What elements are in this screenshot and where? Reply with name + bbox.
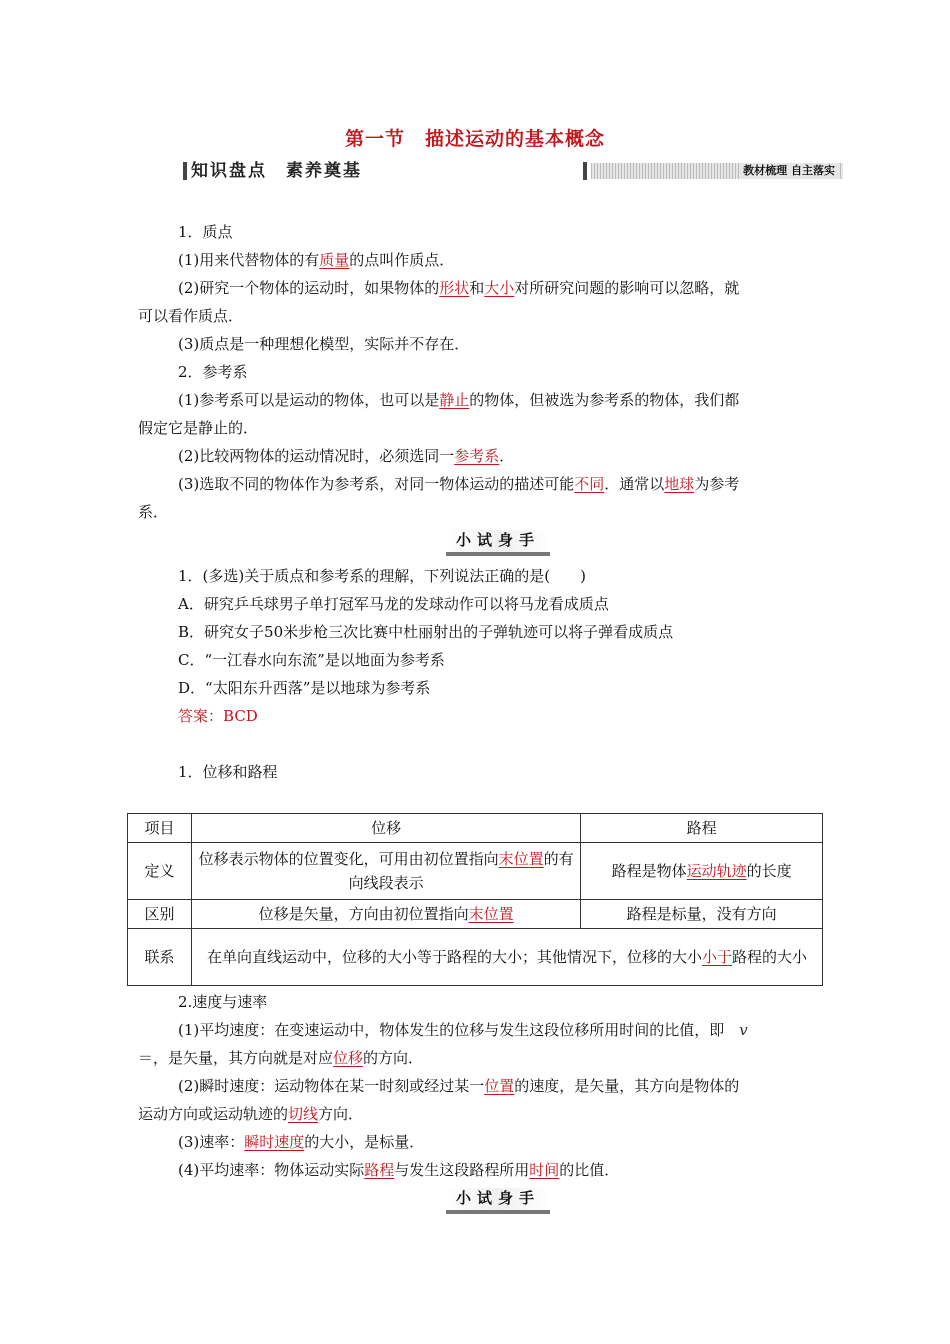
table-row — [128, 843, 823, 900]
section-heading-displacement: 1．位移和路程 — [178, 763, 278, 781]
paragraph-continuation: 可以看作质点． — [138, 307, 244, 325]
question-stem: 1．(多选)关于质点和参考系的理解，下列说法正确的是( ) — [178, 567, 586, 585]
paragraph: (1)参考系可以是运动的物体，也可以是静止的物体，但被选为参考系的物体，我们都 — [178, 391, 740, 409]
paragraph: (1)用来代替物体的有质量的点叫作质点． — [178, 251, 455, 269]
answer-line — [138, 702, 858, 730]
paragraph: (2)研究一个物体的运动时，如果物体的形状和大小对所研究问题的影响可以忽略，就 — [178, 279, 740, 297]
paragraph-continuation: 系． — [138, 503, 169, 521]
answer-blank: 质量 — [319, 251, 350, 269]
answer-value: BCD — [223, 707, 258, 725]
option-d: D．“太阳东升西落”是以地球为参考系 — [178, 679, 431, 697]
comparison-table — [127, 813, 823, 986]
answer-label: 答案： — [178, 707, 224, 725]
paragraph: (3)选取不同的物体作为参考系，对同一物体运动的描述可能不同．通常以地球为参考 — [178, 475, 740, 493]
answer-blank: 末位置 — [468, 905, 514, 923]
answer-blank: 路程 — [364, 1161, 395, 1179]
paragraph: (3)速率：瞬时速度的大小，是标量． — [178, 1133, 425, 1151]
table-header: 位移 — [191, 814, 580, 843]
banner-subtitle: 教材梳理 自主落实 — [739, 163, 839, 179]
banner-title: 知识盘点 素养奠基 — [191, 161, 362, 181]
option-a: A．研究乒乓球男子单打冠军马龙的发球动作可以将马龙看成质点 — [178, 595, 609, 613]
option-c: C．“一江春水向东流”是以地面为参考系 — [178, 651, 445, 669]
table-cell: 路程是标量，没有方向 — [581, 900, 823, 929]
table-header: 路程 — [581, 814, 823, 843]
table-header-row — [128, 814, 823, 843]
answer-blank: 大小 — [484, 279, 515, 297]
page-title: 第一节 描述运动的基本概念 — [344, 128, 605, 150]
table-cell: 路程是物体运动轨迹的长度 — [581, 843, 823, 900]
section-heading-reference-frame: 2．参考系 — [178, 363, 248, 381]
try-yourself-label: 小试身手 — [446, 1188, 550, 1214]
paragraph: (3)质点是一种理想化模型，实际并不存在． — [178, 335, 470, 353]
table-row — [128, 929, 823, 986]
answer-blank: 小于 — [701, 948, 732, 966]
answer-blank: 时间 — [529, 1161, 560, 1179]
paragraph: (1)平均速度：在变速运动中，物体发生的位移与发生这段位移所用时间的比值，即 v — [178, 1021, 748, 1039]
table-row — [128, 900, 823, 929]
paragraph: (2)比较两物体的运动情况时，必须选同一参考系． — [178, 447, 515, 465]
section-heading-velocity: 2.速度与速率 — [178, 993, 268, 1011]
answer-blank: 地球 — [664, 475, 695, 493]
paragraph-continuation: 假定它是静止的． — [138, 419, 259, 437]
row-label: 区别 — [128, 900, 192, 929]
answer-blank: 瞬时速度 — [244, 1133, 305, 1151]
section-heading-particle: 1．质点 — [178, 223, 233, 241]
banner-left-bar — [183, 162, 187, 180]
table-cell: 在单向直线运动中，位移的大小等于路程的大小；其他情况下，位移的大小小于路程的大小 — [191, 929, 822, 986]
section-banner — [183, 160, 843, 182]
answer-blank: 位置 — [484, 1077, 515, 1095]
row-label: 定义 — [128, 843, 192, 900]
answer-blank: 位移 — [333, 1049, 364, 1067]
answer-blank: 静止 — [439, 391, 470, 409]
paragraph: (2)瞬时速度：运动物体在某一时刻或经过某一位置的速度，是矢量，其方向是物体的 — [178, 1077, 740, 1095]
paragraph-continuation: 运动方向或运动轨迹的切线方向． — [138, 1105, 364, 1123]
banner-mid-bar — [583, 162, 587, 180]
answer-blank: 参考系 — [454, 447, 500, 465]
try-yourself-label: 小试身手 — [446, 530, 550, 556]
table-cell: 位移是矢量，方向由初位置指向末位置 — [191, 900, 580, 929]
paragraph: (4)平均速率：物体运动实际路程与发生这段路程所用时间的比值． — [178, 1161, 620, 1179]
answer-blank: 运动轨迹 — [686, 862, 747, 880]
paragraph-continuation: ＝，是矢量，其方向就是对应位移的方向． — [138, 1049, 424, 1067]
velocity-symbol: v — [739, 1021, 748, 1039]
answer-blank: 末位置 — [498, 850, 544, 868]
answer-blank: 不同 — [574, 475, 605, 493]
answer-blank: 形状 — [439, 279, 470, 297]
table-header: 项目 — [128, 814, 192, 843]
row-label: 联系 — [128, 929, 192, 986]
answer-blank: 切线 — [288, 1105, 319, 1123]
table-cell: 位移表示物体的位置变化，可用由初位置指向末位置的有向线段表示 — [191, 843, 580, 900]
option-b: B．研究女子50米步枪三次比赛中杜丽射出的子弹轨迹可以将子弹看成质点 — [178, 623, 674, 641]
